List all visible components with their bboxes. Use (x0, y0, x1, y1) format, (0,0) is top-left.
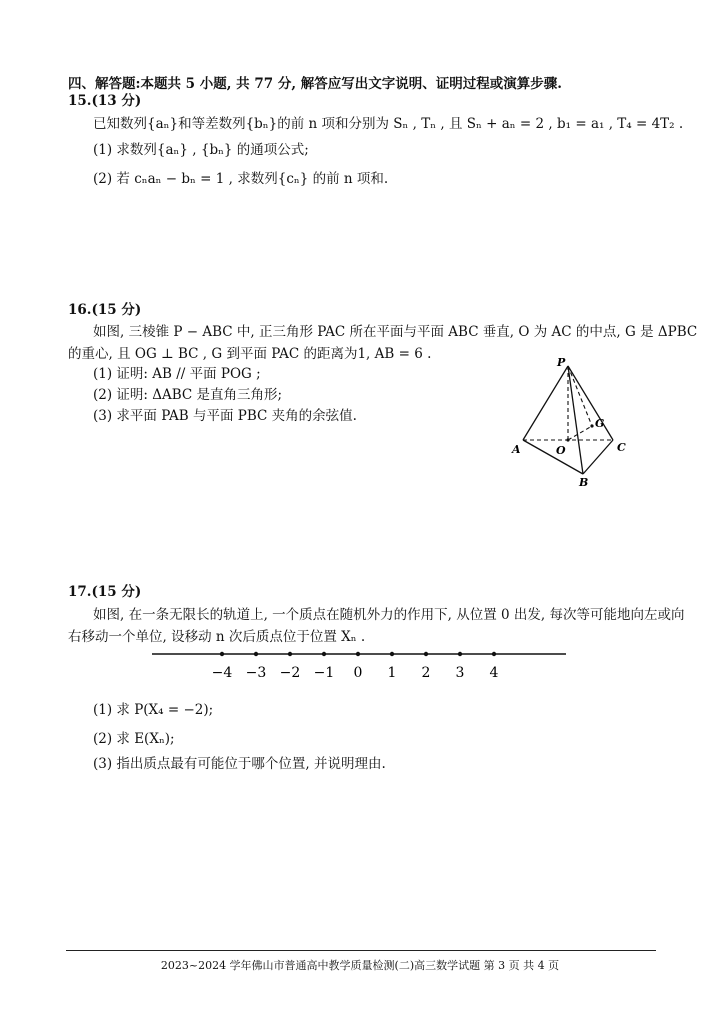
label-C: C (617, 441, 626, 454)
q17-number: 17. (68, 584, 92, 600)
number-line-point (390, 652, 394, 656)
q15-stem: 已知数列{aₙ}和等差数列{bₙ}的前 n 项和分别为 Sₙ , Tₙ , 且 Sₙ + aₙ = 2 , b₁ = a₁ , T₄ = 4T₂ . (93, 116, 684, 132)
q16-part-3: (3) 求平面 PAB 与平面 PBC 夹角的余弦值. (93, 408, 357, 424)
q15-points: (13 分) (91, 93, 142, 109)
number-line-point (254, 652, 258, 656)
q17-points: (15 分) (91, 584, 142, 600)
q16-part-1: (1) 证明: AB // 平面 POG ; (93, 366, 261, 382)
number-line-point (322, 652, 326, 656)
q16-part-2: (2) 证明: ΔABC 是直角三角形; (93, 387, 283, 403)
q17-stem-line2: 右移动一个单位, 设移动 n 次后质点位于位置 Xₙ . (68, 629, 366, 645)
q16-header (68, 298, 141, 318)
q15-part-2: (2) 若 cₙaₙ − bₙ = 1 , 求数列{cₙ} 的前 n 项和. (93, 171, 389, 187)
label-A: A (512, 443, 521, 456)
number-line-label: 1 (387, 665, 397, 681)
q17-part-3: (3) 指出质点最有可能位于哪个位置, 并说明理由. (93, 756, 386, 772)
label-G: G (595, 417, 605, 430)
label-O: O (556, 444, 566, 457)
q17-header (68, 580, 141, 600)
number-line-point (220, 652, 224, 656)
label-P: P (557, 356, 566, 369)
q17-stem-line1: 如图, 在一条无限长的轨道上, 一个质点在随机外力的作用下, 从位置 0 出发, 每次等可能地向左或向 (93, 607, 685, 623)
number-line-label: −1 (313, 665, 335, 681)
number-line-point (288, 652, 292, 656)
q16-stem-line1: 如图, 三棱锥 P − ABC 中, 正三角形 PAC 所在平面与平面 ABC 垂直, O 为 AC 的中点, G 是 ΔPBC (93, 324, 698, 340)
q16-points: (15 分) (91, 302, 142, 318)
footer-rule (66, 950, 656, 951)
q15-header (68, 89, 141, 109)
number-line (148, 644, 572, 686)
q17-part-1: (1) 求 P(X₄ = −2); (93, 702, 214, 718)
number-line-label: −4 (211, 665, 233, 681)
tetrahedron-figure (505, 352, 635, 492)
number-line-point (424, 652, 428, 656)
q15-number: 15. (68, 93, 92, 109)
number-line-point (492, 652, 496, 656)
page-footer: 2023~2024 学年佛山市普通高中教学质量检测(二)高三数学试题 第 3 页 共 4 页 (160, 959, 560, 972)
q15-part-1: (1) 求数列{aₙ} , {bₙ} 的通项公式; (93, 142, 309, 158)
q16-stem-line2: 的重心, 且 OG ⊥ BC , G 到平面 PAC 的距离为1, AB = 6 . (68, 346, 432, 362)
label-B: B (579, 476, 589, 489)
q16-number: 16. (68, 302, 92, 318)
section-heading: 四、解答题:本题共 5 小题, 共 77 分, 解答应写出文字说明、证明过程或演算步骤. (68, 76, 562, 92)
number-line-label: 3 (455, 665, 465, 681)
q17-part-2: (2) 求 E(Xₙ); (93, 731, 175, 747)
number-line-label: 0 (353, 665, 363, 681)
number-line-label: −2 (279, 665, 301, 681)
number-line-point (356, 652, 360, 656)
number-line-label: 2 (421, 665, 431, 681)
number-line-label: 4 (489, 665, 499, 681)
number-line-label: −3 (245, 665, 267, 681)
number-line-point (458, 652, 462, 656)
